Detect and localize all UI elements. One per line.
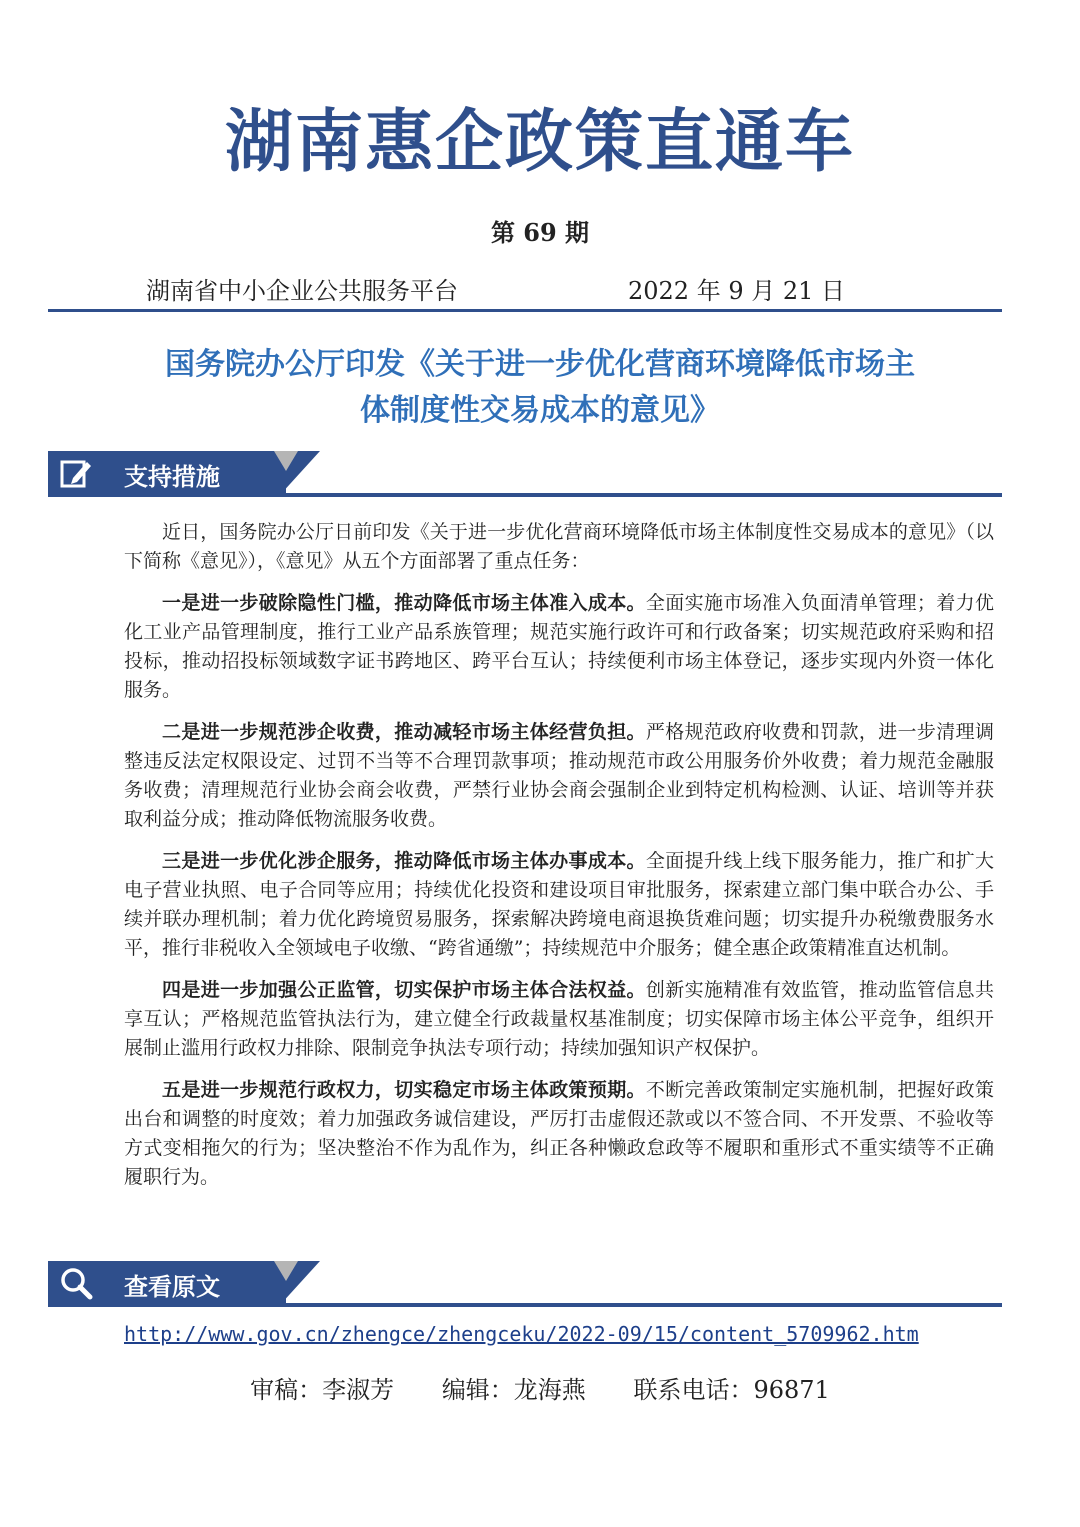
section-header-source [48, 1261, 1002, 1309]
source-link[interactable]: http://www.gov.cn/zhengce/zhengceku/2022-09/15/content_5709962.htm [124, 1322, 919, 1346]
point-text: 严格规范政府收费和罚款，进一步清理调整违反法定权限设定、过罚不当等不合理罚款事项；推动规范市政公用服务价外收费；着力规范金融服务收费；清理规范行业协会商会收费，严禁行业协会商会强制企业到特定机构检测、认证、培训等并获取利益分成；推动降低物流服务收费。 [124, 721, 994, 830]
editor-credit: 编辑：龙海燕 [441, 1376, 586, 1404]
search-icon [58, 1265, 94, 1301]
section-label: 查看原文 [124, 1273, 220, 1301]
headline-line-1: 国务院办公厅印发《关于进一步优化营商环境降低市场主 [165, 347, 915, 382]
section-underline [48, 493, 1002, 497]
list-item [124, 847, 994, 963]
point-text: 不断完善政策制定实施机制，把握好政策出台和调整的时度效；着力加强政务诚信建设，严厉打击虚假还款或以不签合同、不开发票、不验收等方式变相拖欠的行为；坚决整治不作为乱作为，纠正各种懒政怠政等不履职和重形式不重实绩等不正确履职行为。 [124, 1079, 994, 1188]
section-label: 支持措施 [124, 463, 220, 491]
footer-credits [0, 1370, 1080, 1405]
headline-line-2: 体制度性交易成本的意见》 [360, 393, 720, 428]
list-item [124, 1076, 994, 1192]
section-header-measures [48, 451, 1002, 499]
publisher: 湖南省中小企业公共服务平台 [146, 277, 458, 305]
article-headline [60, 342, 1020, 434]
publish-date: 2022 年 9 月 21 日 [628, 277, 846, 305]
point-text: 全面实施市场准入负面清单管理；着力优化工业产品管理制度，推行工业产品系族管理；规范实施行政许可和行政备案；切实规范政府采购和招投标，推动招投标领域数字证书跨地区、跨平台互认；持续便利市场主体登记，逐步实现内外资一体化服务。 [124, 592, 994, 701]
issue-number: 第 69 期 [490, 218, 590, 247]
article-body [124, 518, 994, 1205]
point-lead: 三是进一步优化涉企服务，推动降低市场主体办事成本。 [162, 850, 646, 872]
point-lead: 五是进一步规范行政权力，切实稳定市场主体政策预期。 [162, 1079, 646, 1101]
triangle-marker-icon [274, 1261, 298, 1281]
section-underline [48, 1303, 1002, 1307]
point-text: 全面提升线上线下服务能力，推广和扩大电子营业执照、电子合同等应用；持续优化投资和建设项目审批服务，探索建立部门集中联合办公、手续并联办理机制；着力优化跨境贸易服务，探索解决跨境电商退换货难问题；切实提升办税缴费服务水平，推行非税收入全领域电子收缴、“跨省通缴”；持续规范中介服务；健全惠企政策精准直达机制。 [124, 850, 994, 959]
edit-icon [58, 455, 94, 491]
intro-paragraph: 近日，国务院办公厅日前印发《关于进一步优化营商环境降低市场主体制度性交易成本的意见》（以下简称《意见》），《意见》从五个方面部署了重点任务： [124, 521, 994, 572]
list-item [124, 589, 994, 705]
triangle-marker-icon [274, 451, 298, 471]
point-text: 创新实施精准有效监管，推动监管信息共享互认；严格规范监管执法行为，建立健全行政裁量权基准制度；切实保障市场主体公平竞争，组织开展制止滥用行政权力排除、限制竞争执法专项行动；持续加强知识产权保护。 [124, 979, 994, 1059]
header-divider [48, 309, 1002, 312]
point-lead: 一是进一步破除隐性门槛，推动降低市场主体准入成本。 [162, 592, 646, 614]
masthead-title: 湖南惠企政策直通车 [224, 103, 855, 182]
reviewer-credit: 审稿：李淑芳 [250, 1376, 395, 1404]
point-lead: 四是进一步加强公正监管，切实保护市场主体合法权益。 [162, 979, 646, 1001]
contact-phone: 联系电话：96871 [633, 1376, 830, 1404]
list-item [124, 718, 994, 834]
point-lead: 二是进一步规范涉企收费，推动减轻市场主体经营负担。 [162, 721, 646, 743]
list-item [124, 976, 994, 1063]
